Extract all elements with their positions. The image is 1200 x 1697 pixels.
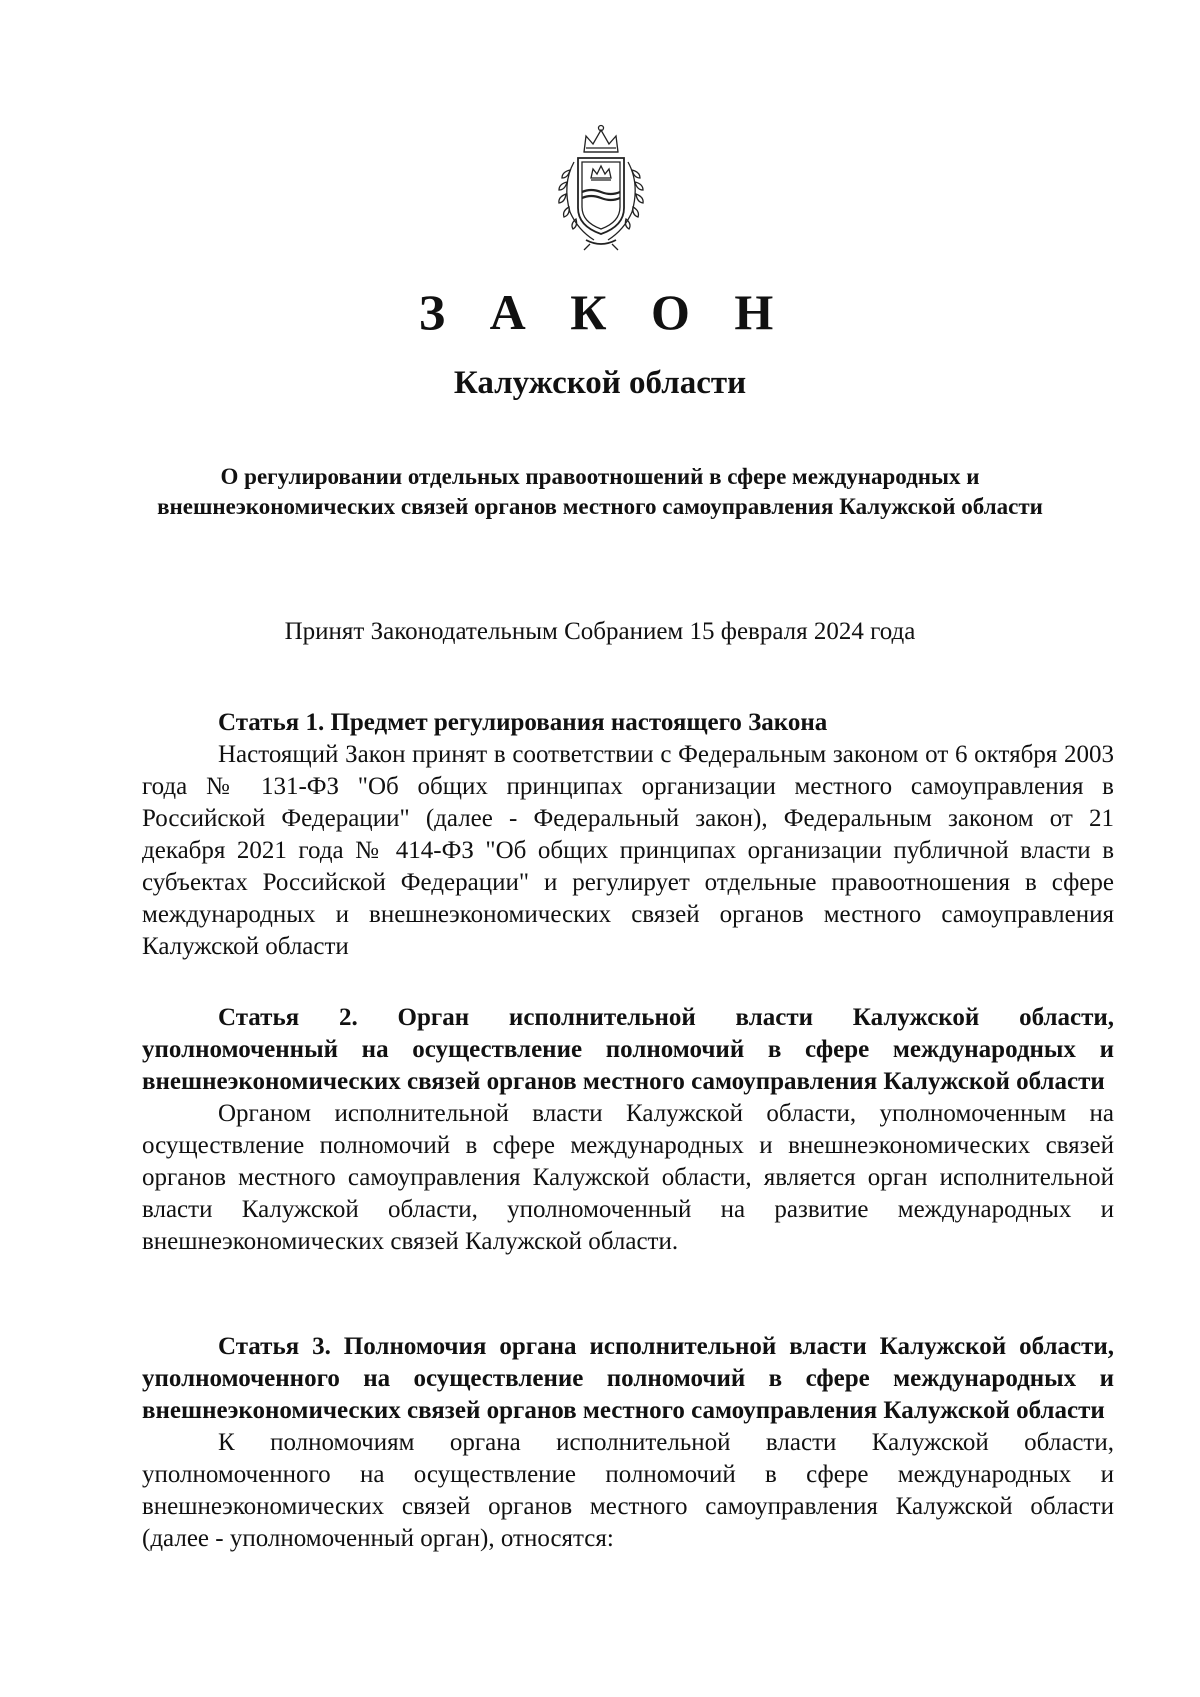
adoption-statement: Принят Законодательным Собранием 15 февраля 2024 года [284, 618, 916, 645]
article-2-text: Органом исполнительной власти Калужской области, уполномоченным на осуществление полномочий в сфере международных и внешнеэкономических связей органов местного самоуправления Калужской области, является орган исполнительной власти Калужской области, уполномоченный на развитие международных и внешнеэкономических связей Калужской области. [142, 1100, 1114, 1255]
document-region: Калужской области [453, 365, 747, 401]
document-subject: О регулировании отдельных правоотношений в сфере международных и внешнеэкономических связей органов местного самоуправления Калужской области [157, 464, 1043, 519]
article-2-heading: Статья 2. Орган исполнительной власти Калужской области, уполномоченный на осуществление полномочий в сфере международных и внешнеэкономических связей органов местного самоуправления Калужской области [142, 1004, 1114, 1095]
article-3-heading: Статья 3. Полномочия органа исполнительной власти Калужской области, уполномоченного на осуществление полномочий в сфере международных и внешнеэкономических связей органов местного самоуправления Калужской области [142, 1333, 1114, 1424]
article-2 [142, 1002, 1114, 1258]
kaluga-coat-of-arms-icon [548, 122, 654, 252]
article-3-text: К полномочиям органа исполнительной власти Калужской области, уполномоченного на осуществление полномочий в сфере международных и внешнеэкономических связей органов местного самоуправления Калужской области (далее - уполномоченный орган), относятся: [142, 1429, 1114, 1552]
article-1-text: Настоящий Закон принят в соответствии с Федеральным законом от 6 октября 2003 года № 131-ФЗ "Об общих принципах организации местного самоуправления в Российской Федерации" (далее - Федеральный закон), Федеральным законом от 21 декабря 2021 года № 414-ФЗ "Об общих принципах организации публичной власти в субъектах Российской Федерации" и регулирует отдельные правоотношения в сфере международных и внешнеэкономических связей органов местного самоуправления Калужской области [142, 741, 1114, 960]
document-type-title: З А К О Н [418, 284, 790, 340]
article-1 [142, 707, 1114, 963]
article-3 [142, 1331, 1114, 1555]
article-1-heading: Статья 1. Предмет регулирования настоящего Закона [218, 709, 828, 736]
